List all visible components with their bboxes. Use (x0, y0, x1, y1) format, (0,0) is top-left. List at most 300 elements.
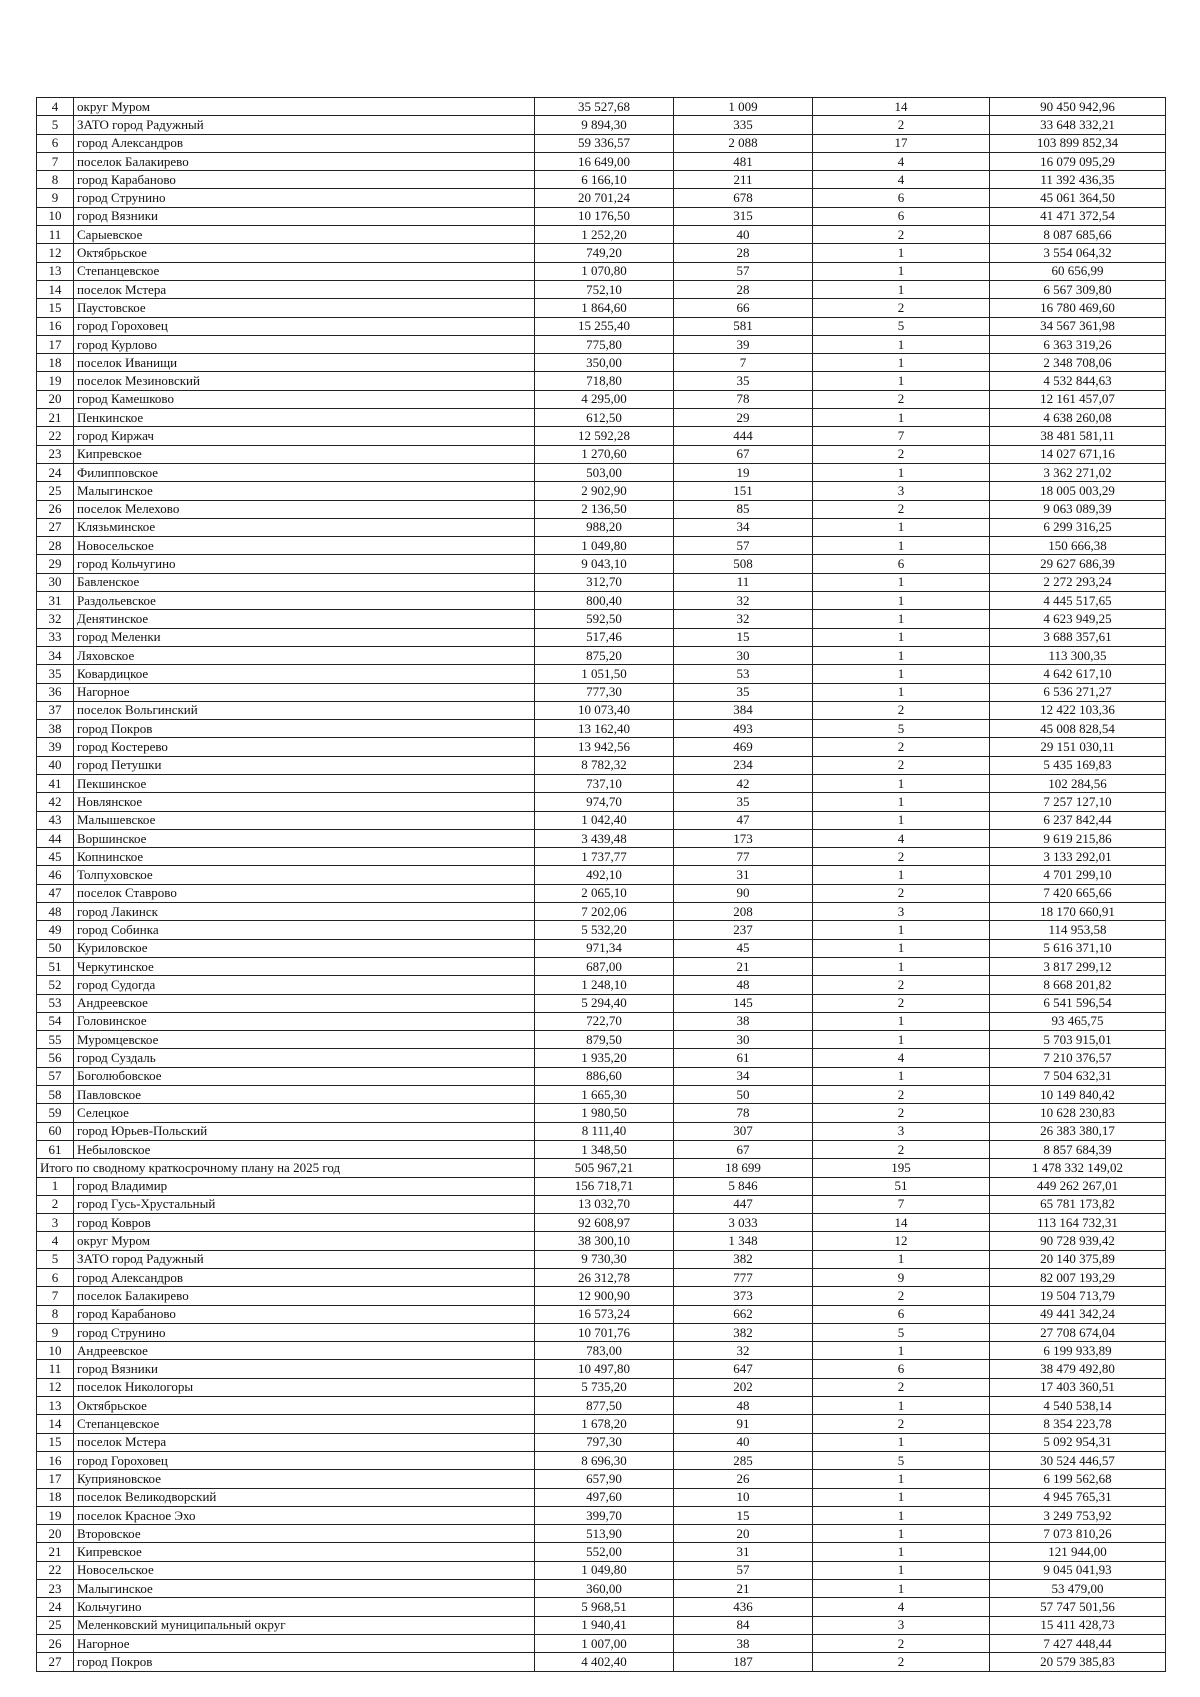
row-number: 14 (37, 280, 74, 298)
row-number: 56 (37, 1049, 74, 1067)
municipality-name: поселок Балакирево (74, 1287, 535, 1305)
table-row (37, 134, 1166, 152)
table-row (37, 811, 1166, 829)
buildings-value: 1 (813, 262, 990, 280)
residents-value: 1 009 (674, 98, 813, 116)
row-number: 1 (37, 1177, 74, 1195)
total-cost-value: 1 478 332 149,02 (990, 1159, 1166, 1177)
row-number: 23 (37, 1580, 74, 1598)
table-row (37, 1122, 1166, 1140)
row-number: 49 (37, 921, 74, 939)
residents-value: 382 (674, 1323, 813, 1341)
area-value: 312,70 (535, 573, 674, 591)
buildings-value: 1 (813, 1067, 990, 1085)
cost-value: 5 435 169,83 (990, 756, 1166, 774)
residents-value: 373 (674, 1287, 813, 1305)
area-value: 1 248,10 (535, 976, 674, 994)
table-row (37, 262, 1166, 280)
buildings-value: 2 (813, 1140, 990, 1158)
municipality-name: Селецкое (74, 1104, 535, 1122)
area-value: 879,50 (535, 1031, 674, 1049)
row-number: 33 (37, 628, 74, 646)
municipality-name: Кипревское (74, 445, 535, 463)
municipality-name: поселок Красное Эхо (74, 1506, 535, 1524)
row-number: 27 (37, 1653, 74, 1671)
cost-value: 38 479 492,80 (990, 1360, 1166, 1378)
buildings-value: 1 (813, 939, 990, 957)
municipality-name: Куприяновское (74, 1470, 535, 1488)
table-row (37, 463, 1166, 481)
table-row (37, 1506, 1166, 1524)
row-number: 46 (37, 866, 74, 884)
cost-value: 29 627 686,39 (990, 555, 1166, 573)
residents-value: 85 (674, 500, 813, 518)
residents-value: 90 (674, 884, 813, 902)
row-number: 60 (37, 1122, 74, 1140)
cost-value: 5 092 954,31 (990, 1433, 1166, 1451)
cost-value: 4 445 517,65 (990, 592, 1166, 610)
residents-value: 5 846 (674, 1177, 813, 1195)
table-row (37, 1488, 1166, 1506)
table-row (37, 1342, 1166, 1360)
residents-value: 307 (674, 1122, 813, 1140)
buildings-value: 6 (813, 189, 990, 207)
plan-table-body (37, 98, 1166, 1672)
area-value: 5 532,20 (535, 921, 674, 939)
residents-value: 32 (674, 592, 813, 610)
residents-value: 40 (674, 226, 813, 244)
municipality-name: Октябрьское (74, 1397, 535, 1415)
municipality-name: Второвское (74, 1525, 535, 1543)
residents-value: 50 (674, 1086, 813, 1104)
row-number: 3 (37, 1214, 74, 1232)
table-row (37, 500, 1166, 518)
buildings-value: 1 (813, 1488, 990, 1506)
area-value: 1 940,41 (535, 1616, 674, 1634)
residents-value: 34 (674, 1067, 813, 1085)
area-value: 399,70 (535, 1506, 674, 1524)
buildings-value: 2 (813, 299, 990, 317)
municipality-name: Паустовское (74, 299, 535, 317)
cost-value: 5 703 915,01 (990, 1031, 1166, 1049)
residents-value: 469 (674, 738, 813, 756)
table-row (37, 1634, 1166, 1652)
municipality-name: округ Муром (74, 98, 535, 116)
municipality-name: Кипревское (74, 1543, 535, 1561)
area-value: 1 980,50 (535, 1104, 674, 1122)
residents-value: 208 (674, 903, 813, 921)
residents-value: 35 (674, 683, 813, 701)
municipality-name: поселок Никологоры (74, 1378, 535, 1396)
residents-value: 35 (674, 793, 813, 811)
row-number: 28 (37, 537, 74, 555)
municipality-name: Нагорное (74, 1634, 535, 1652)
area-value: 8 111,40 (535, 1122, 674, 1140)
residents-value: 647 (674, 1360, 813, 1378)
row-number: 4 (37, 98, 74, 116)
buildings-value: 1 (813, 866, 990, 884)
area-value: 503,00 (535, 463, 674, 481)
municipality-name: Андреевское (74, 1342, 535, 1360)
buildings-value: 1 (813, 335, 990, 353)
buildings-value: 1 (813, 1250, 990, 1268)
table-row (37, 482, 1166, 500)
municipality-name: город Вязники (74, 207, 535, 225)
area-value: 2 065,10 (535, 884, 674, 902)
residents-value: 29 (674, 409, 813, 427)
row-number: 53 (37, 994, 74, 1012)
residents-value: 66 (674, 299, 813, 317)
row-number: 48 (37, 903, 74, 921)
row-number: 57 (37, 1067, 74, 1085)
buildings-value: 14 (813, 1214, 990, 1232)
area-value: 8 696,30 (535, 1451, 674, 1469)
area-value: 4 402,40 (535, 1653, 674, 1671)
area-value: 26 312,78 (535, 1269, 674, 1287)
buildings-value: 17 (813, 134, 990, 152)
row-number: 13 (37, 1397, 74, 1415)
municipality-name: город Юрьев-Польский (74, 1122, 535, 1140)
table-row (37, 1195, 1166, 1213)
buildings-value: 2 (813, 1104, 990, 1122)
row-number: 18 (37, 1488, 74, 1506)
row-number: 26 (37, 500, 74, 518)
table-row (37, 957, 1166, 975)
area-value: 1 042,40 (535, 811, 674, 829)
row-number: 6 (37, 1269, 74, 1287)
cost-value: 8 354 223,78 (990, 1415, 1166, 1433)
row-number: 9 (37, 189, 74, 207)
buildings-value: 1 (813, 793, 990, 811)
municipality-name: Новосельское (74, 1561, 535, 1579)
area-value: 4 295,00 (535, 390, 674, 408)
area-value: 2 902,90 (535, 482, 674, 500)
cost-value: 38 481 581,11 (990, 427, 1166, 445)
residents-value: 678 (674, 189, 813, 207)
buildings-value: 5 (813, 317, 990, 335)
residents-value: 11 (674, 573, 813, 591)
table-row (37, 1653, 1166, 1671)
table-row (37, 793, 1166, 811)
area-value: 1 070,80 (535, 262, 674, 280)
municipality-name: Филипповское (74, 463, 535, 481)
residents-value: 481 (674, 152, 813, 170)
row-number: 17 (37, 335, 74, 353)
buildings-value: 2 (813, 1634, 990, 1652)
row-number: 17 (37, 1470, 74, 1488)
cost-value: 20 579 385,83 (990, 1653, 1166, 1671)
row-number: 58 (37, 1086, 74, 1104)
cost-value: 6 199 933,89 (990, 1342, 1166, 1360)
row-number: 10 (37, 1342, 74, 1360)
municipality-name: город Суздаль (74, 1049, 535, 1067)
area-value: 5 294,40 (535, 994, 674, 1012)
residents-value: 67 (674, 1140, 813, 1158)
buildings-value: 12 (813, 1232, 990, 1250)
municipality-name: поселок Великодворский (74, 1488, 535, 1506)
buildings-value: 4 (813, 152, 990, 170)
residents-value: 26 (674, 1470, 813, 1488)
table-row (37, 1214, 1166, 1232)
cost-value: 9 045 041,93 (990, 1561, 1166, 1579)
municipality-name: город Покров (74, 720, 535, 738)
municipality-name: город Судогда (74, 976, 535, 994)
row-number: 10 (37, 207, 74, 225)
table-row (37, 1323, 1166, 1341)
cost-value: 41 471 372,54 (990, 207, 1166, 225)
municipality-name: город Александров (74, 134, 535, 152)
residents-value: 47 (674, 811, 813, 829)
cost-value: 6 363 319,26 (990, 335, 1166, 353)
cost-value: 6 567 309,80 (990, 280, 1166, 298)
municipality-name: Пекшинское (74, 774, 535, 792)
municipality-name: город Камешково (74, 390, 535, 408)
residents-value: 31 (674, 866, 813, 884)
buildings-value: 2 (813, 701, 990, 719)
municipality-name: город Меленки (74, 628, 535, 646)
area-value: 612,50 (535, 409, 674, 427)
row-number: 11 (37, 1360, 74, 1378)
buildings-value: 4 (813, 829, 990, 847)
buildings-value: 1 (813, 463, 990, 481)
residents-value: 19 (674, 463, 813, 481)
buildings-value: 4 (813, 1598, 990, 1616)
cost-value: 4 642 617,10 (990, 665, 1166, 683)
table-row (37, 1561, 1166, 1579)
table-row (37, 189, 1166, 207)
area-value: 517,46 (535, 628, 674, 646)
buildings-value: 3 (813, 903, 990, 921)
residents-value: 31 (674, 1543, 813, 1561)
municipality-name: Павловское (74, 1086, 535, 1104)
row-number: 35 (37, 665, 74, 683)
residents-value: 57 (674, 1561, 813, 1579)
row-number: 55 (37, 1031, 74, 1049)
area-value: 552,00 (535, 1543, 674, 1561)
row-number: 24 (37, 1598, 74, 1616)
cost-value: 18 170 660,91 (990, 903, 1166, 921)
municipality-name: поселок Ставрово (74, 884, 535, 902)
area-value: 800,40 (535, 592, 674, 610)
row-number: 34 (37, 646, 74, 664)
row-number: 4 (37, 1232, 74, 1250)
row-number: 7 (37, 152, 74, 170)
row-number: 21 (37, 1543, 74, 1561)
residents-value: 57 (674, 262, 813, 280)
municipality-name: Ковардицкое (74, 665, 535, 683)
cost-value: 121 944,00 (990, 1543, 1166, 1561)
cost-value: 7 504 632,31 (990, 1067, 1166, 1085)
table-row (37, 1049, 1166, 1067)
municipality-name: Пенкинское (74, 409, 535, 427)
municipality-name: город Струнино (74, 1323, 535, 1341)
buildings-value: 2 (813, 226, 990, 244)
cost-value: 4 540 538,14 (990, 1397, 1166, 1415)
area-value: 687,00 (535, 957, 674, 975)
buildings-value: 1 (813, 1580, 990, 1598)
cost-value: 57 747 501,56 (990, 1598, 1166, 1616)
residents-value: 1 348 (674, 1232, 813, 1250)
municipality-name: город Вязники (74, 1360, 535, 1378)
residents-value: 78 (674, 390, 813, 408)
cost-value: 3 362 271,02 (990, 463, 1166, 481)
cost-value: 30 524 446,57 (990, 1451, 1166, 1469)
table-row (37, 1067, 1166, 1085)
residents-value: 493 (674, 720, 813, 738)
residents-value: 7 (674, 354, 813, 372)
table-row (37, 1012, 1166, 1030)
municipality-name: город Кольчугино (74, 555, 535, 573)
area-value: 360,00 (535, 1580, 674, 1598)
municipality-name: город Курлово (74, 335, 535, 353)
municipality-name: Малыгинское (74, 1580, 535, 1598)
table-row (37, 1543, 1166, 1561)
table-row (37, 738, 1166, 756)
area-value: 12 900,90 (535, 1287, 674, 1305)
cost-value: 12 422 103,36 (990, 701, 1166, 719)
residents-value: 30 (674, 646, 813, 664)
municipality-name: поселок Иванищи (74, 354, 535, 372)
table-row (37, 244, 1166, 262)
residents-value: 32 (674, 1342, 813, 1360)
table-row (37, 98, 1166, 116)
municipality-name: поселок Мелехово (74, 500, 535, 518)
area-value: 10 701,76 (535, 1323, 674, 1341)
row-number: 27 (37, 518, 74, 536)
area-value: 1 665,30 (535, 1086, 674, 1104)
cost-value: 16 079 095,29 (990, 152, 1166, 170)
row-number: 29 (37, 555, 74, 573)
residents-value: 77 (674, 848, 813, 866)
table-row (37, 171, 1166, 189)
total-row (37, 1159, 1166, 1177)
residents-value: 48 (674, 976, 813, 994)
cost-value: 9 619 215,86 (990, 829, 1166, 847)
table-row (37, 1378, 1166, 1396)
residents-value: 57 (674, 537, 813, 555)
cost-value: 45 061 364,50 (990, 189, 1166, 207)
cost-value: 93 465,75 (990, 1012, 1166, 1030)
municipality-name: город Карабаново (74, 171, 535, 189)
row-number: 54 (37, 1012, 74, 1030)
area-value: 1 678,20 (535, 1415, 674, 1433)
area-value: 12 592,28 (535, 427, 674, 445)
residents-value: 34 (674, 518, 813, 536)
cost-value: 26 383 380,17 (990, 1122, 1166, 1140)
buildings-value: 2 (813, 738, 990, 756)
cost-value: 16 780 469,60 (990, 299, 1166, 317)
buildings-value: 2 (813, 1378, 990, 1396)
buildings-value: 1 (813, 683, 990, 701)
row-number: 38 (37, 720, 74, 738)
residents-value: 444 (674, 427, 813, 445)
row-number: 26 (37, 1634, 74, 1652)
municipality-name: ЗАТО город Радужный (74, 116, 535, 134)
area-value: 1 737,77 (535, 848, 674, 866)
row-number: 5 (37, 1250, 74, 1268)
buildings-value: 4 (813, 1049, 990, 1067)
buildings-value: 1 (813, 1397, 990, 1415)
cost-value: 10 149 840,42 (990, 1086, 1166, 1104)
row-number: 21 (37, 409, 74, 427)
table-row (37, 1287, 1166, 1305)
buildings-value: 1 (813, 592, 990, 610)
municipality-name: город Петушки (74, 756, 535, 774)
table-row (37, 1177, 1166, 1195)
cost-value: 102 284,56 (990, 774, 1166, 792)
buildings-value: 1 (813, 1342, 990, 1360)
municipality-name: город Гороховец (74, 317, 535, 335)
cost-value: 4 532 844,63 (990, 372, 1166, 390)
table-row (37, 299, 1166, 317)
table-row (37, 1250, 1166, 1268)
residents-value: 447 (674, 1195, 813, 1213)
total-area-value: 505 967,21 (535, 1159, 674, 1177)
buildings-value: 1 (813, 610, 990, 628)
area-value: 1 270,60 (535, 445, 674, 463)
row-number: 5 (37, 116, 74, 134)
table-row (37, 518, 1166, 536)
cost-value: 49 441 342,24 (990, 1305, 1166, 1323)
area-value: 92 608,97 (535, 1214, 674, 1232)
row-number: 51 (37, 957, 74, 975)
municipality-name: Меленковский муниципальный округ (74, 1616, 535, 1634)
buildings-value: 51 (813, 1177, 990, 1195)
row-number: 18 (37, 354, 74, 372)
buildings-value: 1 (813, 1433, 990, 1451)
buildings-value: 2 (813, 445, 990, 463)
row-number: 43 (37, 811, 74, 829)
area-value: 1 864,60 (535, 299, 674, 317)
residents-value: 10 (674, 1488, 813, 1506)
table-row (37, 372, 1166, 390)
area-value: 1 252,20 (535, 226, 674, 244)
table-row (37, 445, 1166, 463)
area-value: 783,00 (535, 1342, 674, 1360)
area-value: 513,90 (535, 1525, 674, 1543)
table-row (37, 335, 1166, 353)
row-number: 41 (37, 774, 74, 792)
row-number: 24 (37, 463, 74, 481)
buildings-value: 2 (813, 1415, 990, 1433)
table-row (37, 866, 1166, 884)
table-row (37, 1397, 1166, 1415)
buildings-value: 1 (813, 1543, 990, 1561)
table-row (37, 409, 1166, 427)
table-row (37, 1360, 1166, 1378)
municipality-name: город Лакинск (74, 903, 535, 921)
municipality-name: Воршинское (74, 829, 535, 847)
area-value: 875,20 (535, 646, 674, 664)
row-number: 61 (37, 1140, 74, 1158)
municipality-name: поселок Вольгинский (74, 701, 535, 719)
table-row (37, 1031, 1166, 1049)
table-row (37, 829, 1166, 847)
table-row (37, 1415, 1166, 1433)
cost-value: 10 628 230,83 (990, 1104, 1166, 1122)
cost-value: 6 199 562,68 (990, 1470, 1166, 1488)
buildings-value: 2 (813, 884, 990, 902)
area-value: 9 043,10 (535, 555, 674, 573)
cost-value: 9 063 089,39 (990, 500, 1166, 518)
buildings-value: 1 (813, 518, 990, 536)
residents-value: 436 (674, 1598, 813, 1616)
cost-value: 60 656,99 (990, 262, 1166, 280)
cost-value: 3 688 357,61 (990, 628, 1166, 646)
cost-value: 33 648 332,21 (990, 116, 1166, 134)
area-value: 6 166,10 (535, 171, 674, 189)
row-number: 9 (37, 1323, 74, 1341)
